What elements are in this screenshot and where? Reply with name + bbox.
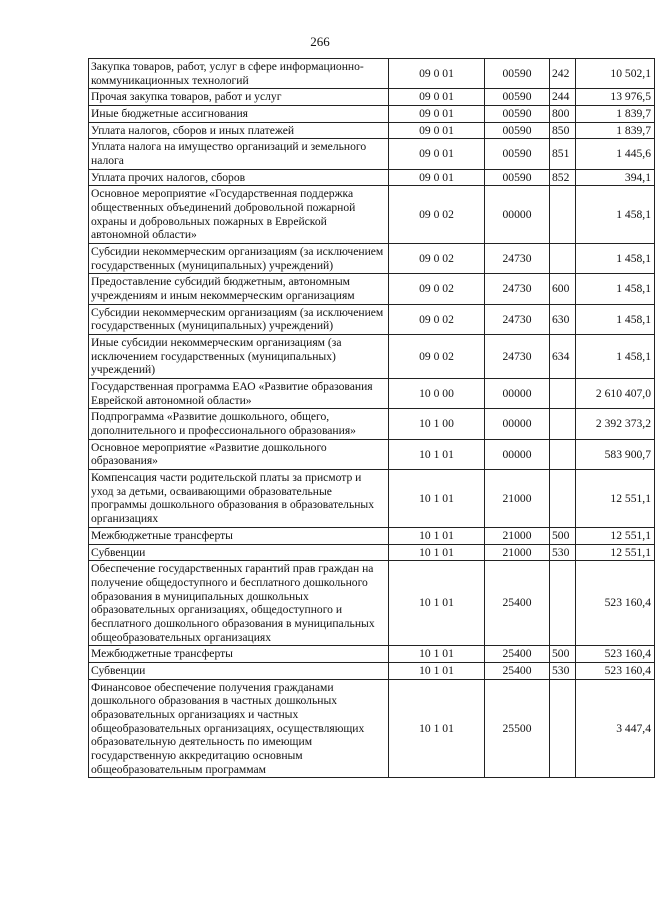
target-code-cell: 21000	[485, 544, 550, 561]
program-code-cell: 10 1 01	[389, 439, 485, 469]
program-code-cell: 09 0 01	[389, 122, 485, 139]
row-name-cell: Субсидии некоммерческим организациям (за исключением государственных (муниципальных) учреждений)	[89, 244, 389, 274]
target-code-cell: 25400	[485, 646, 550, 663]
expense-type-cell: 851	[550, 139, 576, 169]
expense-type-cell	[550, 409, 576, 439]
program-code-cell: 09 0 01	[389, 169, 485, 186]
expense-type-cell	[550, 186, 576, 244]
table-row	[89, 409, 655, 439]
row-name-cell: Уплата налога на имущество организаций и земельного налога	[89, 139, 389, 169]
row-name-cell: Субвенции	[89, 662, 389, 679]
expense-type-cell	[550, 379, 576, 409]
table-row	[89, 439, 655, 469]
target-code-cell: 00000	[485, 409, 550, 439]
program-code-cell: 10 1 01	[389, 646, 485, 663]
row-name-cell: Уплата прочих налогов, сборов	[89, 169, 389, 186]
expense-type-cell	[550, 244, 576, 274]
program-code-cell: 10 1 01	[389, 561, 485, 646]
table-row	[89, 274, 655, 304]
expense-type-cell: 630	[550, 304, 576, 334]
target-code-cell: 24730	[485, 335, 550, 379]
amount-cell: 523 160,4	[576, 646, 655, 663]
program-code-cell: 10 1 00	[389, 409, 485, 439]
amount-cell: 10 502,1	[576, 59, 655, 89]
target-code-cell: 00590	[485, 122, 550, 139]
target-code-cell: 00590	[485, 89, 550, 106]
program-code-cell: 10 0 00	[389, 379, 485, 409]
program-code-cell: 09 0 02	[389, 274, 485, 304]
table-row	[89, 169, 655, 186]
page-number: 266	[310, 34, 330, 49]
row-name-cell: Иные субсидии некоммерческим организациям (за исключением государственных (муниципальных) учреждений)	[89, 335, 389, 379]
program-code-cell: 09 0 01	[389, 89, 485, 106]
table-row	[89, 544, 655, 561]
table-row	[89, 379, 655, 409]
table-row	[89, 122, 655, 139]
expense-type-cell	[550, 679, 576, 778]
table-row	[89, 470, 655, 528]
target-code-cell: 21000	[485, 527, 550, 544]
amount-cell: 583 900,7	[576, 439, 655, 469]
amount-cell: 1 458,1	[576, 335, 655, 379]
amount-cell: 523 160,4	[576, 561, 655, 646]
row-name-cell: Основное мероприятие «Государственная поддержка общественных объединений добровольной пожарной охраны и добровольных пожарных в Еврейской автономной области»	[89, 186, 389, 244]
amount-cell: 1 445,6	[576, 139, 655, 169]
table-row	[89, 527, 655, 544]
expense-type-cell	[550, 561, 576, 646]
row-name-cell: Компенсация части родительской платы за присмотр и уход за детьми, осваивающими образовательные программы дошкольного образования в образовательных организациях	[89, 470, 389, 528]
amount-cell: 1 458,1	[576, 186, 655, 244]
amount-cell: 2 610 407,0	[576, 379, 655, 409]
expense-type-cell: 242	[550, 59, 576, 89]
row-name-cell: Обеспечение государственных гарантий прав граждан на получение общедоступного и бесплатного дошкольного образования в муниципальных дошкольных образовательных организациях, общедоступного и бесплатного дошкольного образования в муниципальных общеобразовательных организациях	[89, 561, 389, 646]
amount-cell: 12 551,1	[576, 527, 655, 544]
table-row	[89, 186, 655, 244]
row-name-cell: Государственная программа ЕАО «Развитие образования Еврейской автономной области»	[89, 379, 389, 409]
expense-type-cell: 530	[550, 544, 576, 561]
row-name-cell: Предоставление субсидий бюджетным, автономным учреждениям и иным некоммерческим организациям	[89, 274, 389, 304]
expense-type-cell: 244	[550, 89, 576, 106]
expense-type-cell: 852	[550, 169, 576, 186]
amount-cell: 1 839,7	[576, 122, 655, 139]
table-row	[89, 59, 655, 89]
target-code-cell: 00590	[485, 59, 550, 89]
budget-table	[88, 58, 655, 778]
row-name-cell: Субсидии некоммерческим организациям (за исключением государственных (муниципальных) учреждений)	[89, 304, 389, 334]
row-name-cell: Иные бюджетные ассигнования	[89, 106, 389, 123]
row-name-cell: Финансовое обеспечение получения гражданами дошкольного образования в частных дошкольных образовательных организациях и частных общеобразовательных организациях, осуществляющих образовательную деятельность по имеющим государственную аккредитацию основным общеобразовательным программам	[89, 679, 389, 778]
program-code-cell: 09 0 01	[389, 59, 485, 89]
expense-type-cell: 600	[550, 274, 576, 304]
target-code-cell: 25500	[485, 679, 550, 778]
target-code-cell: 00000	[485, 379, 550, 409]
amount-cell: 2 392 373,2	[576, 409, 655, 439]
program-code-cell: 09 0 01	[389, 139, 485, 169]
program-code-cell: 10 1 01	[389, 527, 485, 544]
amount-cell: 1 458,1	[576, 244, 655, 274]
amount-cell: 12 551,1	[576, 470, 655, 528]
expense-type-cell: 530	[550, 662, 576, 679]
amount-cell: 1 458,1	[576, 304, 655, 334]
program-code-cell: 09 0 02	[389, 244, 485, 274]
row-name-cell: Прочая закупка товаров, работ и услуг	[89, 89, 389, 106]
program-code-cell: 09 0 01	[389, 106, 485, 123]
budget-table-body	[89, 59, 655, 778]
row-name-cell: Межбюджетные трансферты	[89, 527, 389, 544]
program-code-cell: 10 1 01	[389, 679, 485, 778]
amount-cell: 523 160,4	[576, 662, 655, 679]
program-code-cell: 09 0 02	[389, 304, 485, 334]
amount-cell: 1 458,1	[576, 274, 655, 304]
table-row	[89, 304, 655, 334]
expense-type-cell: 500	[550, 646, 576, 663]
expense-type-cell: 634	[550, 335, 576, 379]
table-row	[89, 561, 655, 646]
table-row	[89, 139, 655, 169]
amount-cell: 1 839,7	[576, 106, 655, 123]
row-name-cell: Основное мероприятие «Развитие дошкольного образования»	[89, 439, 389, 469]
row-name-cell: Подпрограмма «Развитие дошкольного, общего, дополнительного и профессионального образования»	[89, 409, 389, 439]
target-code-cell: 00000	[485, 186, 550, 244]
amount-cell: 394,1	[576, 169, 655, 186]
target-code-cell: 00590	[485, 106, 550, 123]
row-name-cell: Субвенции	[89, 544, 389, 561]
table-row	[89, 106, 655, 123]
target-code-cell: 00000	[485, 439, 550, 469]
target-code-cell: 25400	[485, 561, 550, 646]
expense-type-cell: 500	[550, 527, 576, 544]
table-row	[89, 89, 655, 106]
row-name-cell: Уплата налогов, сборов и иных платежей	[89, 122, 389, 139]
target-code-cell: 24730	[485, 244, 550, 274]
amount-cell: 3 447,4	[576, 679, 655, 778]
table-row	[89, 244, 655, 274]
target-code-cell: 21000	[485, 470, 550, 528]
program-code-cell: 10 1 01	[389, 470, 485, 528]
program-code-cell: 10 1 01	[389, 544, 485, 561]
expense-type-cell: 800	[550, 106, 576, 123]
target-code-cell: 24730	[485, 274, 550, 304]
expense-type-cell	[550, 439, 576, 469]
table-row	[89, 646, 655, 663]
target-code-cell: 24730	[485, 304, 550, 334]
program-code-cell: 09 0 02	[389, 186, 485, 244]
amount-cell: 13 976,5	[576, 89, 655, 106]
program-code-cell: 10 1 01	[389, 662, 485, 679]
row-name-cell: Межбюджетные трансферты	[89, 646, 389, 663]
expense-type-cell: 850	[550, 122, 576, 139]
amount-cell: 12 551,1	[576, 544, 655, 561]
row-name-cell: Закупка товаров, работ, услуг в сфере информационно-коммуникационных технологий	[89, 59, 389, 89]
target-code-cell: 00590	[485, 169, 550, 186]
table-row	[89, 679, 655, 778]
program-code-cell: 09 0 02	[389, 335, 485, 379]
expense-type-cell	[550, 470, 576, 528]
table-row	[89, 662, 655, 679]
table-row	[89, 335, 655, 379]
target-code-cell: 25400	[485, 662, 550, 679]
target-code-cell: 00590	[485, 139, 550, 169]
